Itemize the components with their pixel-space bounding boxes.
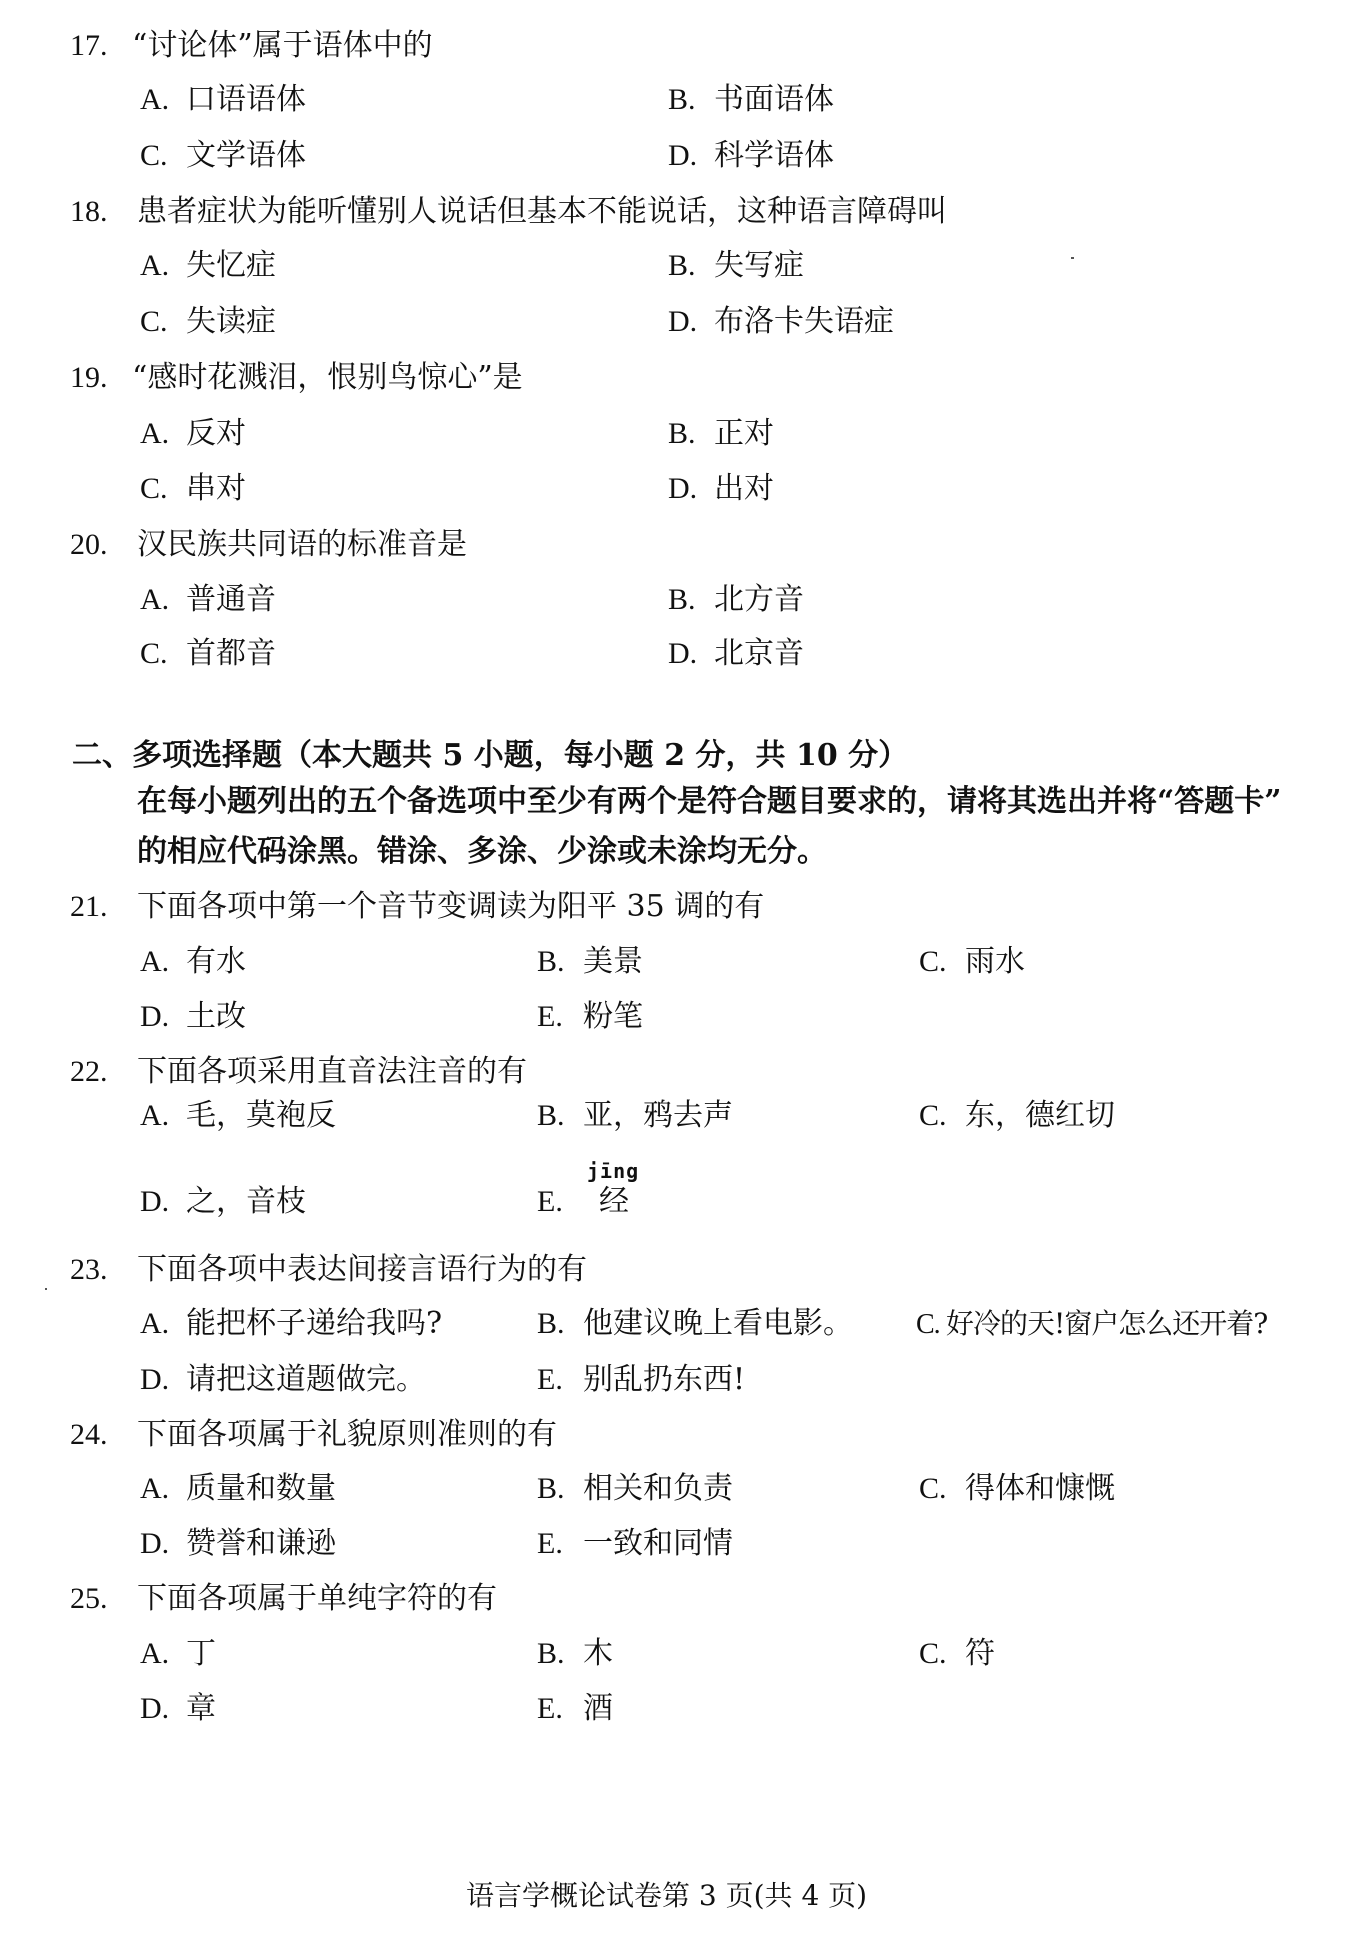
option-e: E. 粉笔 [537,999,643,1034]
option-d: D. 科学语体 [668,138,834,173]
option-d: D. 布洛卡失语症 [668,304,894,339]
option-c: C. 雨水 [919,944,1025,979]
option-d: D. 北京音 [668,636,804,671]
option-b: B. 他建议晚上看电影。 [537,1306,853,1341]
pinyin-annotation: jīng [587,1159,640,1183]
option-d: D. 赞誉和谦逊 [140,1526,336,1561]
option-c: C. 失读症 [140,304,276,339]
option-b: B. 北方音 [668,582,804,617]
scan-speck [45,1288,47,1290]
option-a: A. 普通音 [140,582,276,617]
option-b: B. 亚，鸦去声 [537,1098,733,1133]
question-stem: “感时花溅泪，恨别鸟惊心”是 [132,360,523,395]
option-a: A. 能把杯子递给我吗? [140,1306,443,1341]
option-a: A. 有水 [140,944,246,979]
option-d: D. 请把这道题做完。 [140,1362,426,1397]
option-e: E. 别乱扔东西! [537,1362,746,1397]
option-d: D. 之，音枝 [140,1184,306,1219]
option-a: A. 失忆症 [140,248,276,283]
option-a: A. 丁 [140,1636,216,1671]
option-c: C. 东，德红切 [919,1098,1115,1133]
question-stem: 患者症状为能听懂别人说话但基本不能说话，这种语言障碍叫 [137,194,947,229]
question-number: 24. [70,1418,108,1451]
question-number: 21. [70,890,108,923]
option-c: C. 好冷的天!窗户怎么还开着? [916,1307,1268,1340]
question-stem: 下面各项中第一个音节变调读为阳平 35 调的有 [137,889,765,924]
question-stem: 下面各项采用直音法注音的有 [137,1054,527,1089]
question-stem: 下面各项属于单纯字符的有 [137,1581,497,1616]
section-heading: 二、多项选择题（本大题共 5 小题，每小题 2 分，共 10 分） [72,738,909,773]
option-b: B. 失写症 [668,248,804,283]
option-b: B. 木 [537,1636,613,1671]
option-b: B. 书面语体 [668,82,834,117]
section-instruction: 在每小题列出的五个备选项中至少有两个是符合题目要求的，请将其选出并将“答题卡” [137,784,1282,819]
question-number: 22. [70,1055,108,1088]
page-footer: 语言学概论试卷第 3 页(共 4 页) [466,1879,868,1912]
section-instruction: 的相应代码涂黑。错涂、多涂、少涂或未涂均无分。 [137,834,827,869]
option-c: C. 串对 [140,471,246,506]
question-stem: 下面各项属于礼貌原则准则的有 [137,1417,557,1452]
question-number: 19. [70,361,108,394]
question-number: 18. [70,195,108,228]
option-d: D. 出对 [668,471,774,506]
option-c: C. 符 [919,1636,995,1671]
option-a: A. 口语语体 [140,82,306,117]
question-number: 25. [70,1582,108,1615]
question-number: 17. [70,29,108,62]
option-d: D. 章 [140,1691,216,1726]
option-c: C. 首都音 [140,636,276,671]
option-a: A. 毛，莫袍反 [140,1098,336,1133]
option-a: A. 反对 [140,416,246,451]
option-e: E. 酒 [537,1691,613,1726]
option-e: E. 经 [537,1184,629,1219]
option-b: B. 相关和负责 [537,1471,733,1506]
question-stem: 下面各项中表达间接言语行为的有 [137,1252,587,1287]
question-stem: 汉民族共同语的标准音是 [137,527,467,562]
question-number: 20. [70,528,108,561]
scan-speck [1071,257,1074,259]
option-b: B. 正对 [668,416,774,451]
option-c: C. 文学语体 [140,138,306,173]
option-e: E. 一致和同情 [537,1526,733,1561]
option-a: A. 质量和数量 [140,1471,336,1506]
option-c: C. 得体和慷慨 [919,1471,1115,1506]
option-d: D. 土改 [140,999,246,1034]
option-b: B. 美景 [537,944,643,979]
question-stem: “讨论体”属于语体中的 [132,28,433,63]
question-number: 23. [70,1253,108,1286]
